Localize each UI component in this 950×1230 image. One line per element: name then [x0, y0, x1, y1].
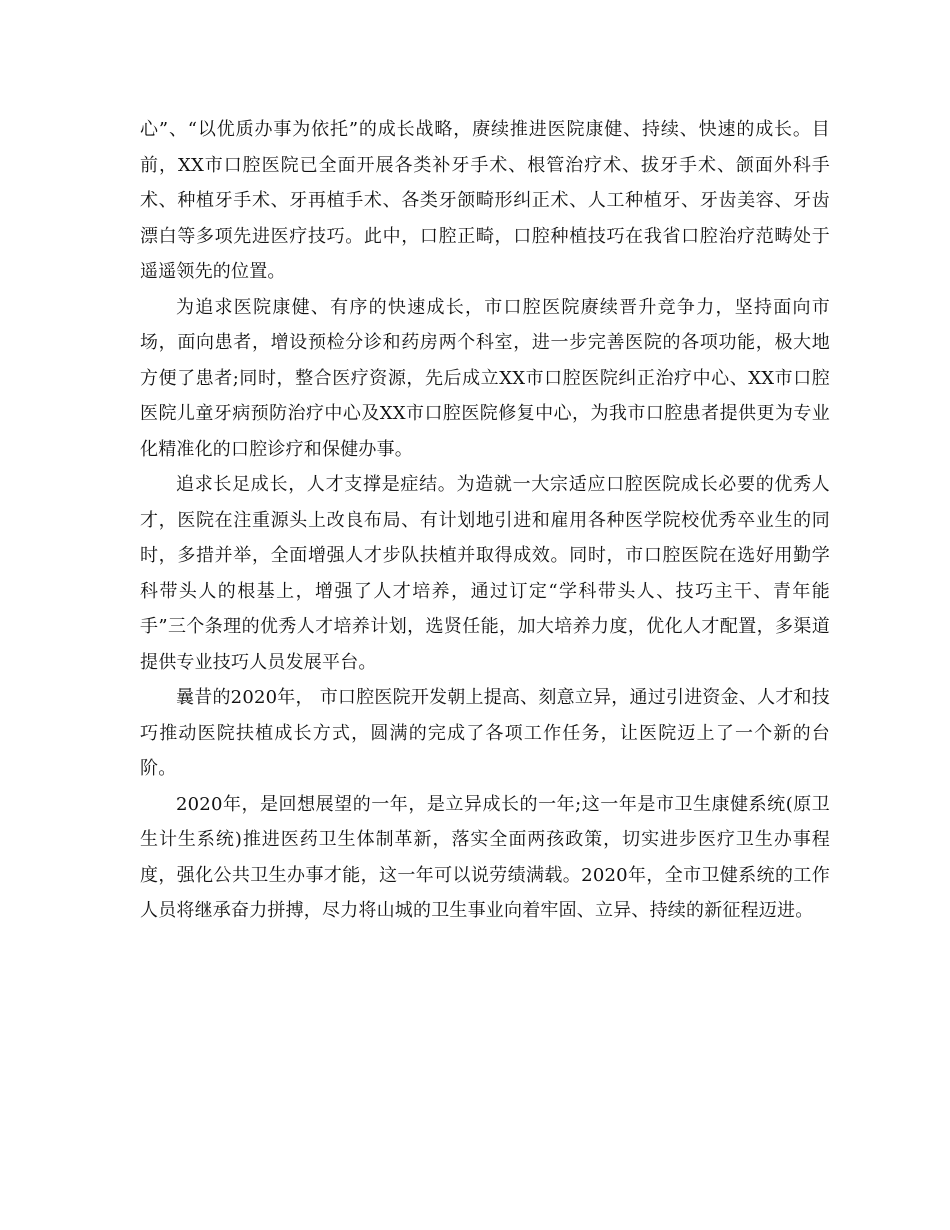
paragraph-4: 曩昔的2020年， 市口腔医院开发朝上提高、刻意立异，通过引进资金、人才和技巧推动医院扶植成长方式，圆满的完成了各项工作任务，让医院迈上了一个新的台阶。	[140, 687, 830, 779]
document-body	[140, 112, 830, 929]
paragraph-5: 2020年，是回想展望的一年，是立异成长的一年;这一年是市卫生康健系统(原卫生计生系统)推进医药卫生体制革新，落实全面两孩政策，切实进步医疗卫生办事程度，强化公共卫生办事才能，这一年可以说劳绩满载。2020年，全市卫健系统的工作人员将继承奋力拼搏，尽力将山城的卫生事业向着牢固、立异、持续的新征程迈进。	[140, 793, 830, 921]
paragraph-2: 为追求医院康健、有序的快速成长，市口腔医院赓续晋升竞争力，坚持面向市场，面向患者，增设预检分诊和药房两个科室，进一步完善医院的各项功能，极大地方便了患者;同时，整合医疗资源，先后成立XX市口腔医院纠正治疗中心、XX市口腔医院儿童牙病预防治疗中心及XX市口腔医院修复中心，为我市口腔患者提供更为专业化精准化的口腔诊疗和保健办事。	[140, 296, 830, 460]
paragraph-3: 追求长足成长，人才支撑是症结。为造就一大宗适应口腔医院成长必要的优秀人才，医院在注重源头上改良布局、有计划地引进和雇用各种医学院校优秀卒业生的同时，多措并举，全面增强人才步队扶植并取得成效。同时，市口腔医院在选好用勤学科带头人的根基上，增强了人才培养，通过订定“学科带头人、技巧主干、青年能手”三个条理的优秀人才培养计划，选贤任能，加大培养力度，优化人才配置，多渠道提供专业技巧人员发展平台。	[140, 474, 830, 673]
paragraph-1: 心”、“以优质办事为依托”的成长战略，赓续推进医院康健、持续、快速的成长。目前，XX市口腔医院已全面开展各类补牙手术、根管治疗术、拔牙手术、颌面外科手术、种植牙手术、牙再植手术、各类牙颌畸形纠正术、人工种植牙、牙齿美容、牙齿漂白等多项先进医疗技巧。此中，口腔正畸，口腔种植技巧在我省口腔治疗范畴处于遥遥领先的位置。	[140, 119, 830, 282]
